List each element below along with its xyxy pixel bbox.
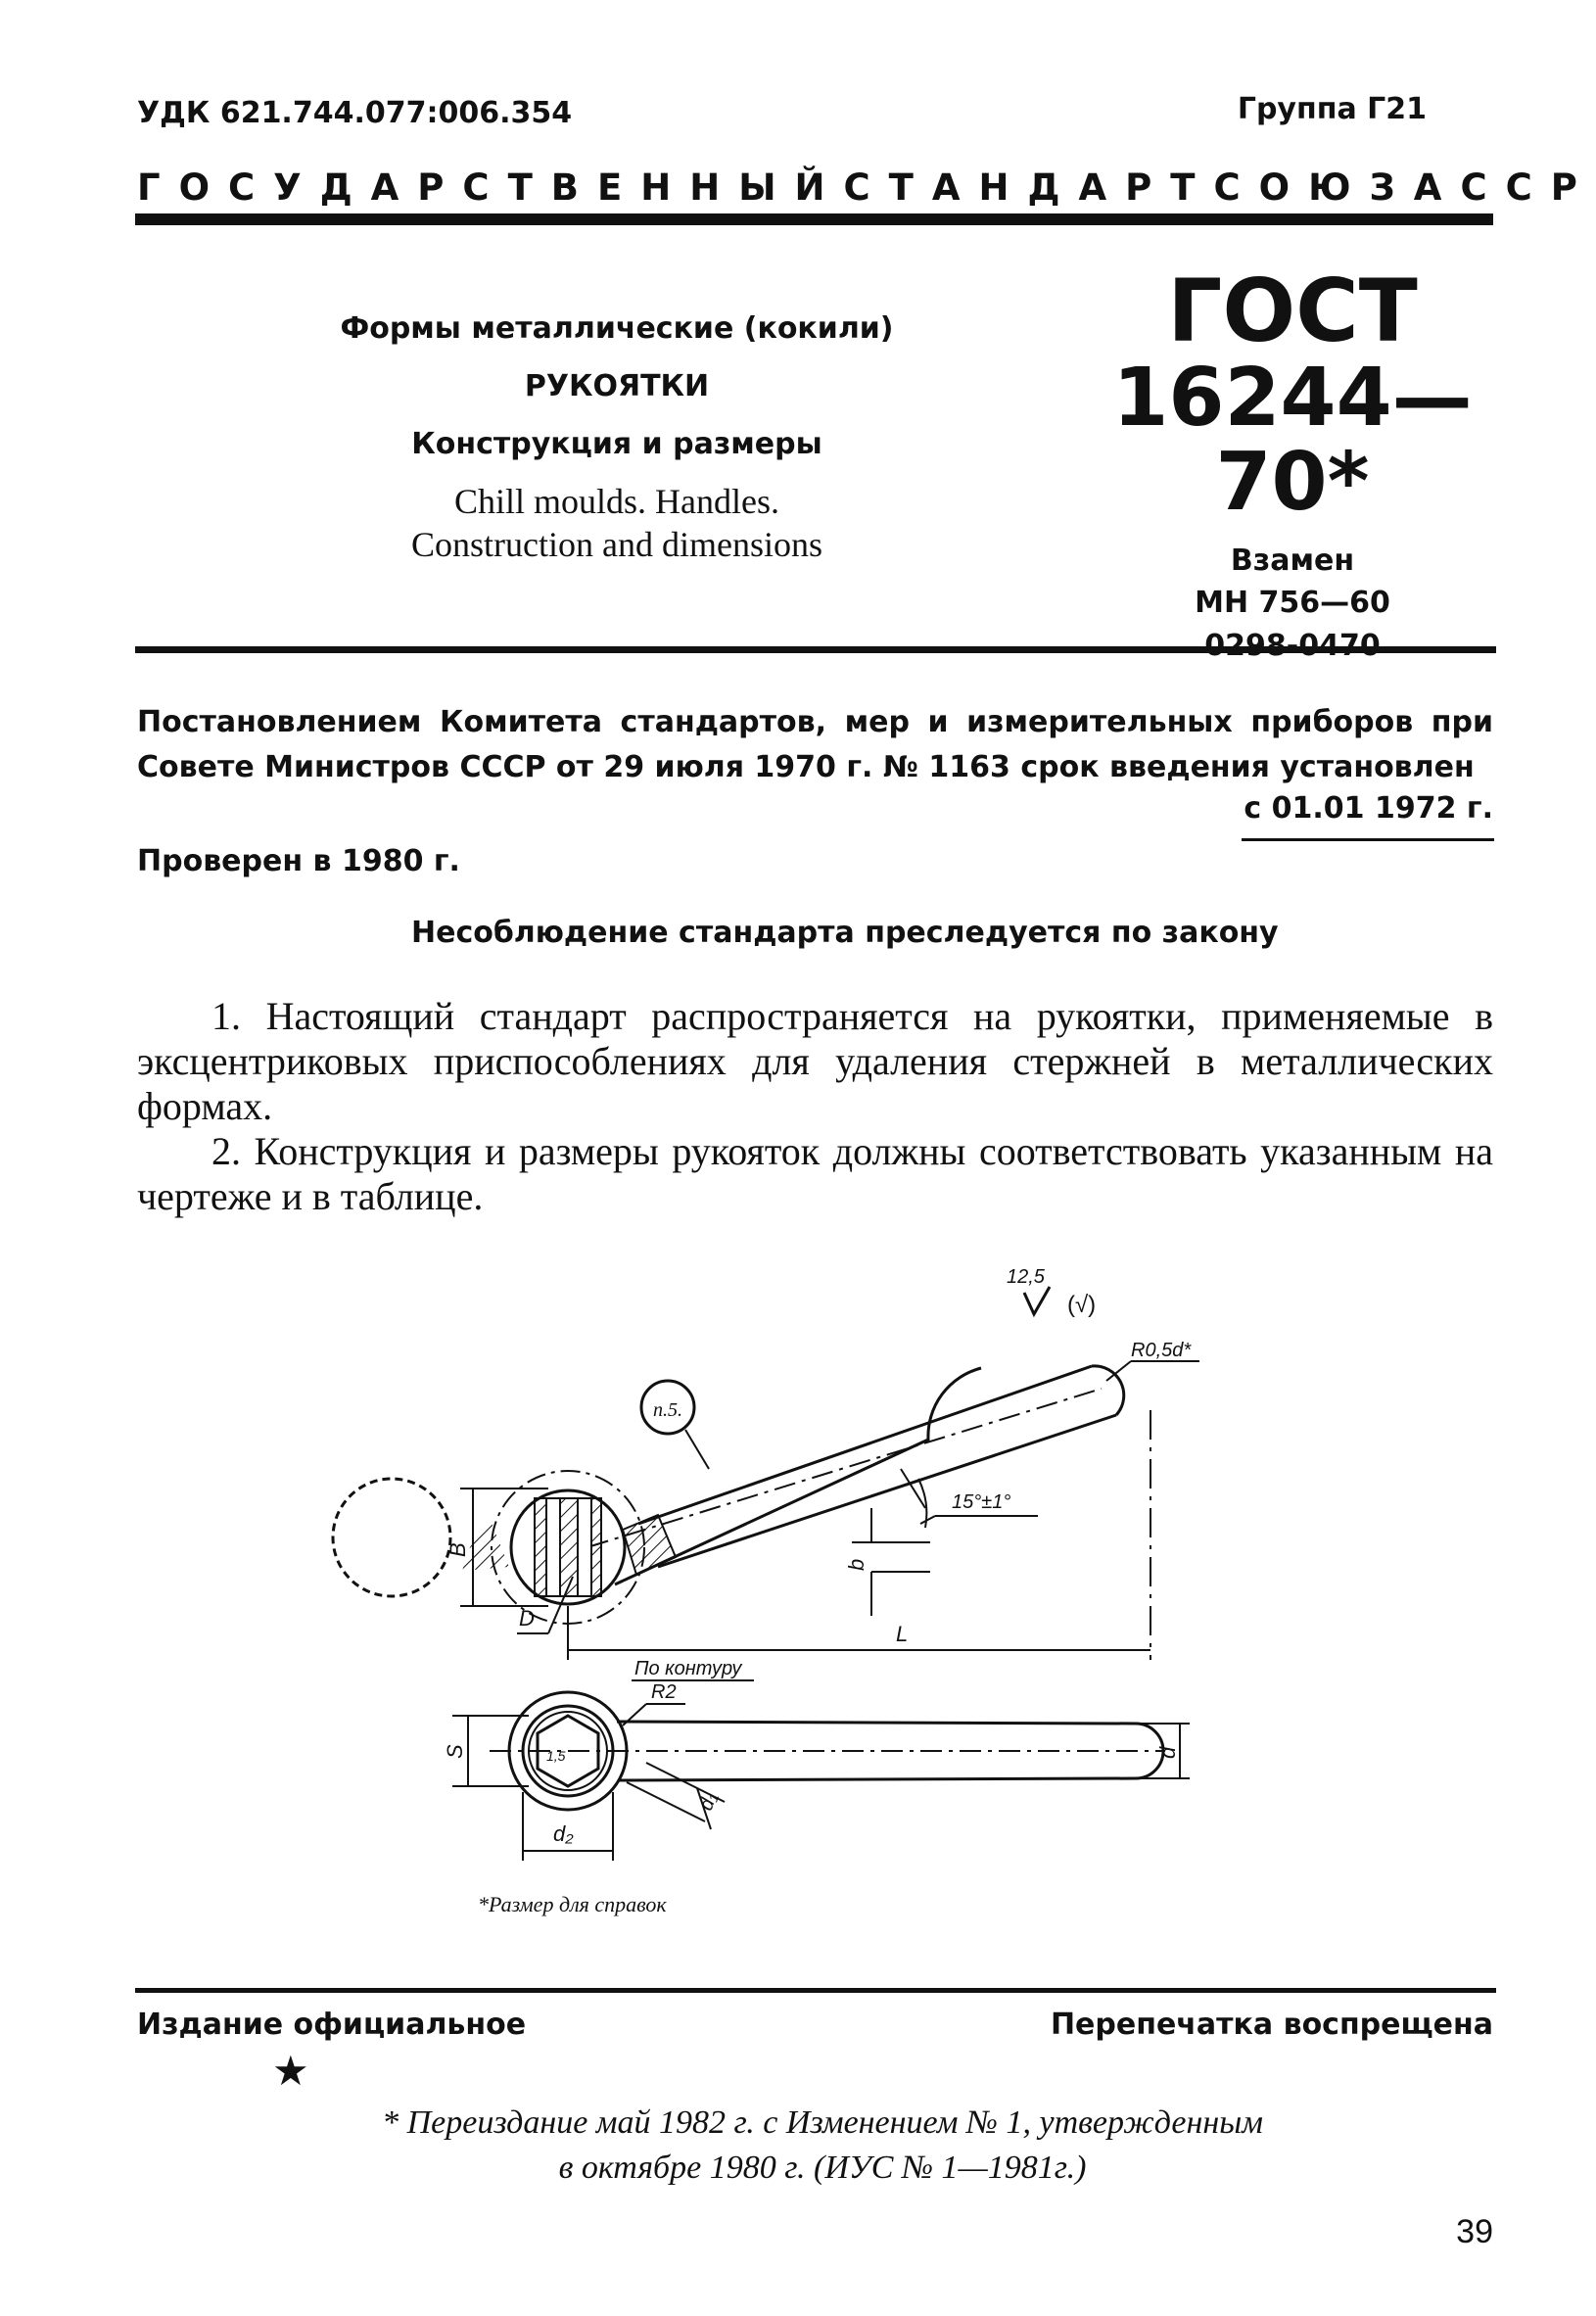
- dim-b: b: [844, 1558, 868, 1571]
- law-notice: Несоблюдение стандарта преследуется по закону: [411, 916, 1279, 950]
- footer-rule: [135, 1988, 1496, 1993]
- angle-label: 15°±1°: [952, 1491, 1011, 1513]
- handle-drawing: [431, 1253, 1234, 1939]
- title-line-2: РУКОЯТКИ: [524, 369, 710, 403]
- replaces-label: Взамен: [1230, 543, 1355, 578]
- plan-view: [443, 1681, 1190, 1916]
- dim-L: L: [896, 1622, 909, 1646]
- roughness-mark: [1007, 1266, 1096, 1318]
- group-code: Группа Г21: [1237, 92, 1427, 126]
- reissue-line-2: в октябре 1980 г. (ИУС № 1—1981г.): [558, 2150, 1087, 2186]
- radius-R2: R2: [651, 1681, 677, 1703]
- paragraph-2: 2. Конструкция и размеры рукояток должны соответствовать указанным на чертеже и в таблице.: [137, 1129, 1493, 1218]
- title-line-3: Конструкция и размеры: [411, 427, 822, 461]
- decree-date: с 01.01 1972 г.: [1244, 791, 1493, 826]
- handle-top-view: [333, 1479, 450, 1596]
- gost-label: ГОСТ: [1167, 260, 1418, 361]
- roughness-general: (√): [1067, 1292, 1097, 1318]
- state-standard-heading: [137, 166, 1596, 209]
- state-word-3: СОЮЗА: [1213, 166, 1461, 209]
- paragraph-1: 1. Настоящий стандарт распространяется на рукоятки, применяемые в эксцентриковых приспособлениях для удаления стержней в металлических формах.: [137, 994, 1493, 1128]
- contour-note: По контуру: [634, 1658, 742, 1679]
- title-block: [323, 311, 911, 567]
- radius-end-label: R0,5d*: [1131, 1340, 1192, 1361]
- dim-D: D: [519, 1606, 535, 1631]
- dim-S: S: [443, 1744, 467, 1759]
- title-en-line-1: Chill moulds. Handles.: [454, 482, 779, 521]
- reprint-label: Перепечатка воспрещена: [1050, 2008, 1493, 2042]
- replaces-standard-1: МН 756—60: [1195, 586, 1390, 621]
- gost-number: 16244—70*: [1112, 352, 1473, 530]
- title-line-1: Формы металлические (кокили): [340, 311, 894, 346]
- decree-text: Постановлением Комитета стандартов, мер и измерительных приборов при Совете Министров СССР от 29 июля 1970 г. № 1163 срок введения установлен: [137, 705, 1493, 784]
- star-icon: ★: [272, 2047, 309, 2095]
- edition-label: Издание официальное: [137, 2008, 527, 2042]
- checked-note: Проверен в 1980 г.: [137, 844, 460, 878]
- reissue-line-1: * Переиздание май 1982 г. с Изменением № 1, утвержденным: [382, 2104, 1263, 2141]
- reissue-note: [274, 2101, 1371, 2191]
- title-en-line-2: Construction and dimensions: [411, 524, 822, 564]
- roughness-value: 12,5: [1007, 1266, 1045, 1288]
- state-word-1: ГОСУДАРСТВЕННЫЙ: [137, 166, 844, 209]
- chamfer-label: 1,5: [546, 1748, 566, 1764]
- note-ref: п.5.: [653, 1399, 682, 1421]
- gost-block: [1077, 260, 1508, 667]
- udk-code: УДК 621.744.077:006.354: [137, 96, 573, 130]
- page-number: 39: [1456, 2213, 1493, 2250]
- header-thick-rule: [135, 213, 1493, 225]
- state-word-4: ССР: [1460, 166, 1596, 209]
- dim-d2: d₂: [553, 1821, 574, 1846]
- dim-B: B: [446, 1542, 470, 1557]
- decree-date-underline: [1242, 838, 1494, 841]
- side-view: [446, 1340, 1199, 1680]
- reference-note: *Размер для справок: [478, 1892, 667, 1916]
- title-divider-rule: [135, 646, 1496, 653]
- dim-d1: d₁: [695, 1789, 722, 1814]
- state-word-2: СТАНДАРТ: [843, 166, 1214, 209]
- dim-d: d: [1155, 1746, 1180, 1759]
